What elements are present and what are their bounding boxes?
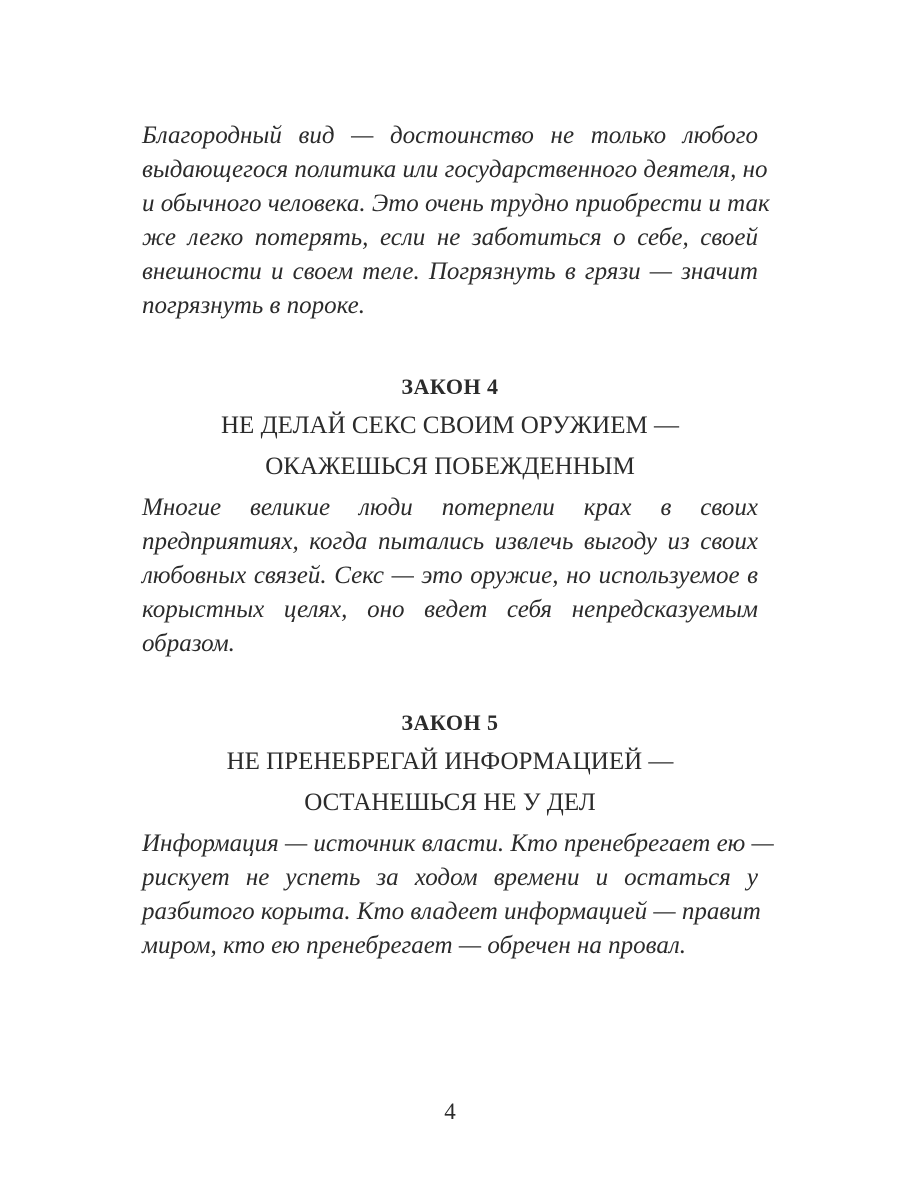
paragraph-line: Благородный вид — достоинство не только любого	[142, 122, 758, 149]
paragraph-line: корыстных целях, оно ведет себя непредсказуемым	[142, 596, 758, 623]
law-4-label: ЗАКОН 4	[401, 374, 499, 399]
page-number: 4	[444, 1099, 456, 1124]
paragraph-line: погрязнуть в пороке.	[142, 292, 365, 319]
paragraph-line: разбитого корыта. Кто владеет информацией — правит	[142, 898, 761, 925]
paragraph-line: образом.	[142, 630, 235, 657]
paragraph-line: Многие великие люди потерпели крах в своих	[142, 494, 758, 521]
paragraph-line: предприятиях, когда пытались извлечь выгоду из своих	[142, 528, 758, 555]
paragraph-line: внешности и своем теле. Погрязнуть в грязи — значит	[142, 258, 758, 285]
law-4-title-line-1: НЕ ДЕЛАЙ СЕКС СВОИМ ОРУЖИЕМ —	[221, 412, 679, 439]
paragraph-line: выдающегося политика или государственного деятеля, но	[142, 156, 768, 183]
law-4-title-line-2: ОКАЖЕШЬСЯ ПОБЕЖДЕННЫМ	[265, 453, 635, 480]
paragraph-line: рискует не успеть за ходом времени и остаться у	[142, 864, 758, 891]
paragraph-line: миром, кто ею пренебрегает — обречен на провал.	[142, 932, 687, 959]
paragraph-line: Информация — источник власти. Кто пренебрегает ею —	[142, 830, 774, 857]
paragraph-line: любовных связей. Секс — это оружие, но используемое в	[142, 562, 758, 589]
law-5-label: ЗАКОН 5	[401, 710, 499, 735]
law-5-title-line-2: ОСТАНЕШЬСЯ НЕ У ДЕЛ	[304, 789, 596, 816]
paragraph-line: и обычного человека. Это очень трудно приобрести и так	[142, 190, 770, 217]
law-5-title-line-1: НЕ ПРЕНЕБРЕГАЙ ИНФОРМАЦИЕЙ —	[226, 748, 674, 775]
paragraph-line: же легко потерять, если не заботиться о себе, своей	[142, 224, 758, 251]
